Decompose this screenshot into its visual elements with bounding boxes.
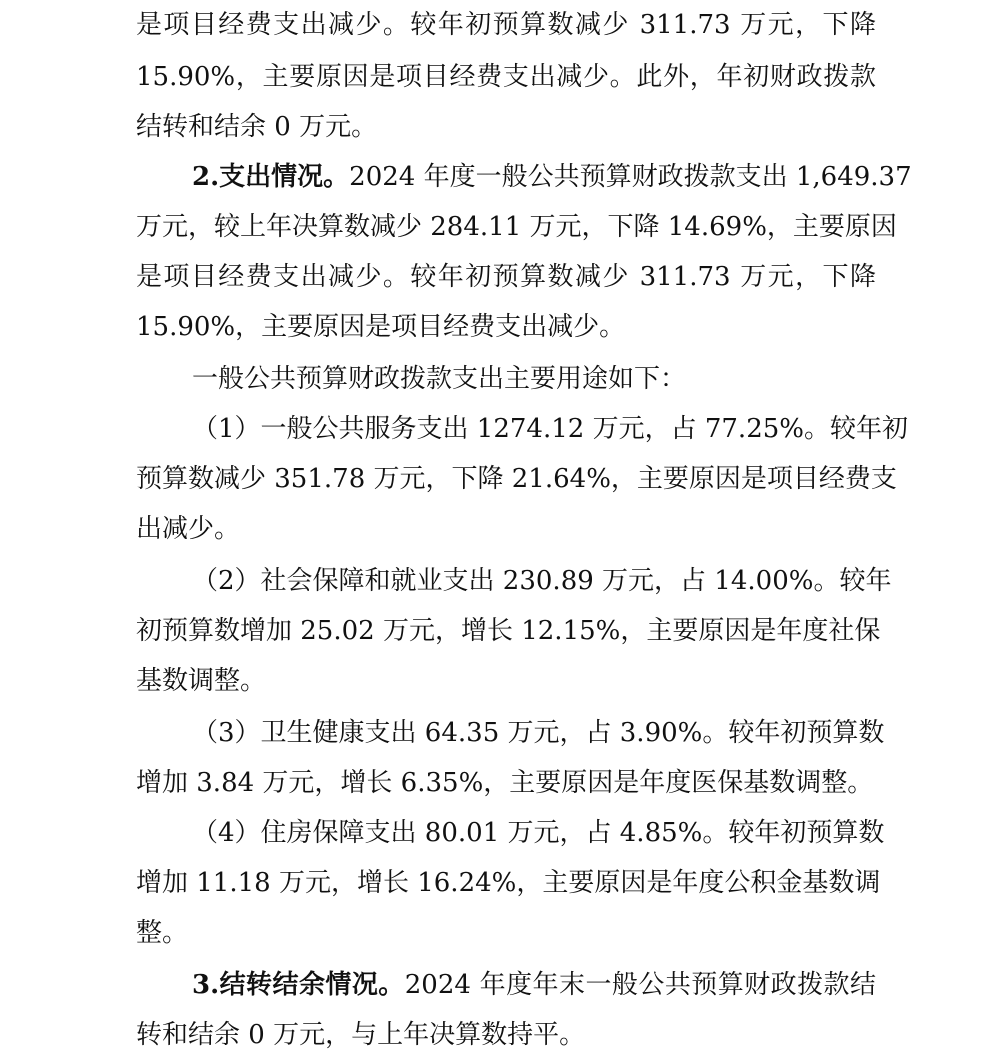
text-line: 一般公共预算财政拨款支出主要用途如下： — [192, 364, 687, 394]
text-line: 出减少。 — [136, 514, 241, 544]
text-run: 2024 年度年末一般公共预算财政拨款结 — [404, 970, 876, 1000]
text-line: 15.90%，主要原因是项目经费支出减少。此外，年初财政拨款 — [136, 62, 876, 92]
section-3-first-line — [192, 968, 876, 1002]
text-line: 转和结余 0 万元，与上年决算数持平。 — [136, 1020, 586, 1050]
section-2-first-line — [192, 160, 912, 194]
item-4-first-line: （4）住房保障支出 80.01 万元，占 4.85%。较年初预算数 — [192, 818, 885, 848]
text-line: 增加 3.84 万元，增长 6.35%，主要原因是年度医保基数调整。 — [136, 768, 874, 798]
text-line: 结转和结余 0 万元。 — [136, 112, 378, 142]
section-3-heading: 3.结转结余情况。 — [192, 970, 405, 1000]
text-line: 是项目经费支出减少。较年初预算数减少 311.73 万元，下降 — [136, 262, 876, 292]
text-line: 增加 11.18 万元，增长 16.24%，主要原因是年度公积金基数调 — [136, 868, 881, 898]
text-line: 基数调整。 — [136, 666, 267, 696]
text-line: 预算数减少 351.78 万元，下降 21.64%，主要原因是项目经费支 — [136, 464, 897, 494]
text-line: 整。 — [136, 918, 189, 948]
item-3-first-line: （3）卫生健康支出 64.35 万元，占 3.90%。较年初预算数 — [192, 718, 885, 748]
text-run: 2024 年度一般公共预算财政拨款支出 1,649.37 — [349, 162, 912, 192]
item-2-first-line: （2）社会保障和就业支出 230.89 万元，占 14.00%。较年 — [192, 566, 892, 596]
text-line: 初预算数增加 25.02 万元，增长 12.15%，主要原因是年度社保 — [136, 616, 881, 646]
item-1-first-line: （1）一般公共服务支出 1274.12 万元，占 77.25%。较年初 — [192, 414, 908, 444]
text-line: 万元，较上年决算数减少 284.11 万元，下降 14.69%，主要原因 — [136, 212, 897, 242]
text-line: 是项目经费支出减少。较年初预算数减少 311.73 万元，下降 — [136, 10, 876, 40]
text-line: 15.90%，主要原因是项目经费支出减少。 — [136, 312, 626, 342]
section-2-heading: 2.支出情况。 — [192, 162, 350, 192]
